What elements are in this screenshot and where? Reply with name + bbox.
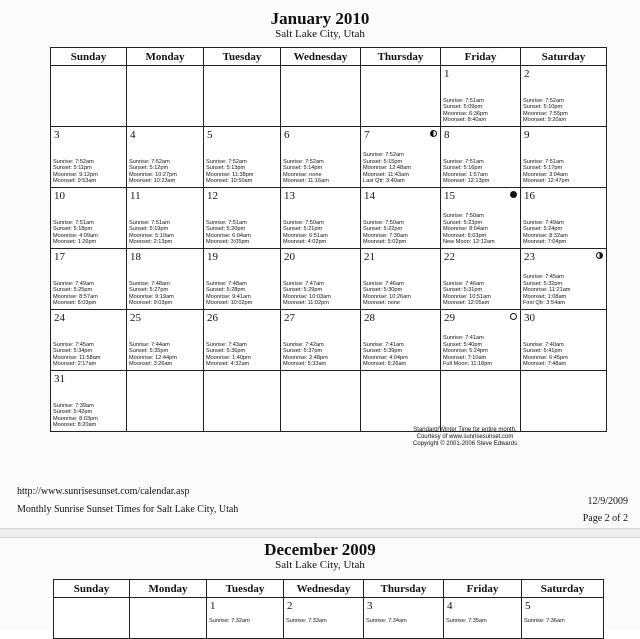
day-info: [51, 220, 126, 246]
day-info-line: Sunset: 5:35pm: [129, 348, 169, 355]
day-number: 2: [287, 600, 293, 612]
day-cell: [441, 127, 521, 188]
day-info-line: Moonrise: 6:04am: [206, 232, 251, 239]
day-number: 31: [54, 373, 65, 385]
empty-cell: [361, 371, 441, 432]
day-info-line: Moonrise: 4:09am: [53, 232, 98, 239]
day-info-line: Sunrise: 7:42am: [283, 341, 324, 348]
day-info-line: Sunset: 5:34pm: [53, 348, 93, 355]
day-cell: [127, 127, 204, 188]
day-info-line: Sunset: 5:39pm: [363, 348, 403, 355]
day-number: 22: [444, 251, 455, 263]
day-info: [51, 403, 126, 429]
day-info-line: Sunset: 5:15pm: [363, 158, 403, 165]
weekday-header: Thursday: [361, 48, 441, 66]
day-info-line: Sunset: 5:10pm: [523, 104, 563, 111]
day-cell: [204, 188, 281, 249]
day-cell: [361, 310, 441, 371]
first-quarter-moon-icon: [596, 252, 603, 259]
day-info: [281, 281, 360, 307]
day-info: [361, 220, 440, 246]
day-number: 28: [364, 312, 375, 324]
day-info-line: Moonset: none: [363, 300, 401, 307]
day-info-line: Moonset: 9:53am: [53, 178, 97, 185]
day-info: [207, 618, 283, 625]
day-cell: [364, 598, 444, 639]
day-info-line: Full Moon: 11:18pm: [443, 361, 493, 368]
day-info: [127, 281, 203, 307]
day-info: [281, 220, 360, 246]
day-info-line: Moonset: 9:03pm: [129, 300, 173, 307]
day-info: [361, 342, 440, 368]
day-info-line: Sunrise: 7:32am: [209, 618, 250, 624]
day-info-line: Sunrise: 7:43am: [206, 341, 247, 348]
day-info-line: Sunset: 5:14pm: [283, 165, 323, 172]
day-number: 8: [444, 129, 450, 141]
day-info-line: Moonrise: 4:04pm: [363, 354, 408, 361]
day-info-line: Moonset: 3:26am: [129, 361, 173, 368]
day-info: [281, 342, 360, 368]
new-moon-icon: [510, 191, 517, 198]
page-number: Page 2 of 2: [582, 513, 628, 524]
day-number: 30: [524, 312, 535, 324]
day-number: 2: [524, 68, 530, 80]
day-info: [441, 98, 520, 124]
day-info-line: Sunset: 5:27pm: [129, 287, 169, 294]
day-info: [521, 220, 606, 246]
day-cell: [207, 598, 284, 639]
weekday-header: Wednesday: [281, 48, 361, 66]
day-number: 1: [210, 600, 216, 612]
day-cell: [127, 249, 204, 310]
day-cell: [284, 598, 364, 639]
day-info-line: Moonset: 7:10am: [443, 354, 487, 361]
day-info-line: Moonset: 8:03pm: [53, 300, 97, 307]
day-info-line: Sunset: 5:23pm: [443, 219, 483, 226]
day-info-line: Sunset: 5:20pm: [206, 226, 246, 233]
day-cell: [441, 188, 521, 249]
day-info-line: Sunrise: 7:41am: [443, 335, 484, 342]
day-info-line: Sunset: 5:42pm: [53, 409, 93, 416]
day-info-line: Moonset: 7:04pm: [523, 239, 567, 246]
day-info-line: Sunrise: 7:47am: [283, 280, 324, 287]
weekday-header: Sunday: [51, 48, 127, 66]
day-info-line: Sunrise: 7:51am: [129, 219, 170, 226]
day-info-line: Sunrise: 7:36am: [524, 618, 565, 624]
source-url[interactable]: http://www.sunrisesunset.com/calendar.asp: [17, 486, 190, 497]
day-info-line: Sunrise: 7:46am: [363, 280, 404, 287]
day-cell: [127, 188, 204, 249]
day-info-line: Moonrise: 11:38pm: [206, 171, 254, 178]
day-number: 12: [207, 190, 218, 202]
empty-cell: [361, 66, 441, 127]
empty-cell: [281, 371, 361, 432]
day-cell: [127, 310, 204, 371]
weekday-header: Wednesday: [284, 580, 364, 598]
day-info-line: Sunset: 5:19pm: [129, 226, 169, 233]
day-info-line: Moonset: 10:50am: [206, 178, 253, 185]
day-info-line: Sunrise: 7:49am: [523, 219, 564, 226]
day-info: [127, 342, 203, 368]
weekday-header: Tuesday: [204, 48, 281, 66]
day-number: 27: [284, 312, 295, 324]
december-calendar-grid: [53, 579, 604, 639]
day-info-line: Moonrise: 12:48am: [363, 165, 411, 172]
day-cell: [441, 249, 521, 310]
day-info-line: Moonset: 6:03pm: [443, 232, 487, 239]
day-info-line: Sunset: 5:32pm: [523, 280, 563, 287]
day-number: 3: [54, 129, 60, 141]
day-info: [364, 618, 443, 625]
day-info-line: Moonset: 5:33am: [283, 361, 327, 368]
day-number: 7: [364, 129, 370, 141]
day-info-line: Moonrise: 5:10am: [129, 232, 174, 239]
day-number: 10: [54, 190, 65, 202]
day-info-line: Moonrise: 8:57am: [53, 293, 98, 300]
day-number: 24: [54, 312, 65, 324]
day-cell: [441, 310, 521, 371]
day-info-line: Moonset: 11:43am: [363, 171, 409, 178]
day-number: 5: [207, 129, 213, 141]
empty-cell: [281, 66, 361, 127]
day-info-line: Sunrise: 7:34am: [366, 618, 407, 624]
day-cell: [51, 310, 127, 371]
day-number: 26: [207, 312, 218, 324]
day-info: [284, 618, 363, 625]
day-info-line: Sunrise: 7:41am: [363, 341, 404, 348]
day-info: [281, 159, 360, 185]
day-cell: [521, 188, 607, 249]
footnote-line: Courtesy of www.sunrisesunset.com: [416, 434, 514, 440]
day-info-line: Sunset: 5:30pm: [363, 287, 403, 294]
empty-cell: [51, 66, 127, 127]
day-info-line: First Qtr: 3:54am: [523, 300, 565, 307]
calendar-footnote: [330, 427, 600, 448]
day-number: 20: [284, 251, 295, 263]
day-cell: [521, 249, 607, 310]
january-calendar-grid: [50, 47, 607, 432]
day-info-line: Moonset: 9:20am: [523, 117, 567, 124]
day-info-line: Sunrise: 7:45am: [523, 274, 564, 281]
day-info: [444, 618, 521, 625]
day-info-line: Sunset: 5:41pm: [523, 348, 563, 355]
day-info-line: Sunrise: 7:39am: [53, 402, 94, 409]
day-info-line: Sunset: 5:22pm: [363, 226, 403, 233]
day-info-line: Sunrise: 7:51am: [443, 158, 484, 165]
weekday-header: Thursday: [364, 580, 444, 598]
day-info-line: Moonset: 4:32am: [206, 361, 250, 368]
weekday-header: Sunday: [54, 580, 130, 598]
day-info-line: Moonrise: 10:03am: [283, 293, 331, 300]
day-info-line: New Moon: 12:12am: [443, 239, 495, 246]
day-number: 4: [130, 129, 136, 141]
day-cell: [361, 188, 441, 249]
day-info-line: Sunrise: 7:52am: [53, 158, 94, 165]
day-info-line: Sunrise: 7:50am: [443, 213, 484, 220]
day-number: 5: [525, 600, 531, 612]
day-cell: [204, 249, 281, 310]
day-info-line: Sunset: 5:17pm: [523, 165, 563, 172]
day-cell: [51, 371, 127, 432]
day-cell: [281, 310, 361, 371]
day-info: [51, 159, 126, 185]
day-info: [521, 159, 606, 185]
day-info-line: Sunrise: 7:46am: [443, 280, 484, 287]
day-info-line: Moonrise: 5:24pm: [443, 348, 488, 355]
day-number: 14: [364, 190, 375, 202]
day-info-line: Moonset: 5:02pm: [363, 239, 407, 246]
empty-cell: [127, 66, 204, 127]
day-cell: [444, 598, 522, 639]
day-number: 15: [444, 190, 455, 202]
day-info-line: Sunrise: 7:50am: [283, 219, 324, 226]
day-info-line: Moonrise: 9:12pm: [53, 171, 98, 178]
page-separator: [0, 528, 640, 538]
day-info-line: Moonset: 1:26pm: [53, 239, 97, 246]
day-number: 21: [364, 251, 375, 263]
day-info-line: Moonset: 11:16am: [283, 178, 329, 185]
day-info-line: Sunset: 5:11pm: [53, 165, 92, 172]
day-cell: [441, 66, 521, 127]
day-number: 9: [524, 129, 530, 141]
day-info-line: Moonrise: 6:36pm: [443, 110, 488, 117]
day-info-line: Sunrise: 7:44am: [129, 341, 170, 348]
weekday-header: Friday: [441, 48, 521, 66]
day-info-line: Moonrise: 6:51am: [283, 232, 328, 239]
empty-cell: [54, 598, 130, 639]
day-number: 1: [444, 68, 450, 80]
day-info-line: Sunrise: 7:51am: [443, 97, 484, 104]
day-cell: [522, 598, 604, 639]
calendar-location-december: Salt Lake City, Utah: [275, 559, 365, 571]
footnote-line: Copyright © 2001-2006 Steve Edwards: [412, 441, 518, 447]
day-info: [51, 281, 126, 307]
weekday-header: Saturday: [521, 48, 607, 66]
day-info-line: Moonset: 11:02pm: [283, 300, 329, 307]
day-info-line: Moonrise: 12:44pm: [129, 354, 177, 361]
day-info-line: Sunset: 5:24pm: [523, 226, 563, 233]
day-info-line: Sunset: 5:37pm: [283, 348, 323, 355]
day-info-line: Sunset: 5:18pm: [53, 226, 93, 233]
day-number: 11: [130, 190, 141, 202]
day-info: [204, 281, 280, 307]
day-number: 6: [284, 129, 290, 141]
day-info-line: Moonset: 8:20am: [53, 422, 97, 429]
calendar-title-december: December 2009: [264, 540, 376, 559]
day-number: 4: [447, 600, 453, 612]
day-info-line: Moonrise: 6:45pm: [523, 354, 568, 361]
day-info: [521, 98, 606, 124]
day-info-line: Sunrise: 7:35am: [446, 618, 487, 624]
empty-cell: [127, 371, 204, 432]
day-info-line: Moonset: 2:17am: [53, 361, 97, 368]
day-number: 13: [284, 190, 295, 202]
day-info: [361, 152, 440, 185]
day-info-line: Moonrise: 1:40pm: [206, 354, 251, 361]
day-info-line: Moonset: 10:23am: [129, 178, 176, 185]
weekday-header: Monday: [130, 580, 207, 598]
day-cell: [361, 127, 441, 188]
day-info-line: Sunrise: 7:52am: [363, 152, 404, 159]
calendar-location: Salt Lake City, Utah: [275, 28, 365, 40]
day-info-line: Sunrise: 7:49am: [53, 280, 94, 287]
day-info-line: Sunrise: 7:52am: [206, 158, 247, 165]
day-info-line: Sunset: 5:13pm: [206, 165, 246, 172]
day-info: [204, 159, 280, 185]
day-info-line: Sunset: 5:28pm: [206, 287, 246, 294]
day-cell: [521, 127, 607, 188]
day-number: 16: [524, 190, 535, 202]
day-number: 23: [524, 251, 535, 263]
day-info-line: Sunrise: 7:48am: [206, 280, 247, 287]
day-info-line: Moonrise: 11:58am: [53, 354, 101, 361]
day-info-line: Moonset: 12:05am: [443, 300, 490, 307]
day-info: [204, 220, 280, 246]
day-info: [127, 159, 203, 185]
day-info-line: Sunrise: 7:51am: [523, 158, 564, 165]
print-date: 12/9/2009: [587, 496, 628, 507]
day-info-line: Moonset: 12:47pm: [523, 178, 570, 185]
footnote-line: Standard/Winter Time for entire month.: [413, 427, 517, 433]
day-info-line: Sunrise: 7:52am: [523, 97, 564, 104]
day-info: [441, 213, 520, 246]
day-info-line: Moonrise: none: [283, 171, 322, 178]
day-cell: [51, 188, 127, 249]
day-info-line: Moonrise: 2:48pm: [283, 354, 328, 361]
day-cell: [281, 249, 361, 310]
weekday-header: Tuesday: [207, 580, 284, 598]
day-info-line: Moonrise: 9:41am: [206, 293, 251, 300]
day-cell: [204, 127, 281, 188]
day-info-line: Moonset: 12:13pm: [443, 178, 490, 185]
day-info-line: Sunrise: 7:45am: [53, 341, 94, 348]
day-info-line: Moonrise: 8:32am: [523, 232, 568, 239]
day-info-line: Sunrise: 7:40am: [523, 341, 564, 348]
day-info-line: Moonrise: 8:03pm: [53, 415, 98, 422]
day-info: [127, 220, 203, 246]
day-info-line: Sunset: 5:09pm: [443, 104, 483, 111]
day-info: [521, 274, 606, 307]
day-info-line: Sunset: 5:40pm: [443, 341, 483, 348]
day-cell: [51, 249, 127, 310]
day-info-line: Moonset: 3:05pm: [206, 239, 250, 246]
day-info: [51, 342, 126, 368]
day-info: [441, 159, 520, 185]
day-number: 25: [130, 312, 141, 324]
day-info-line: Sunset: 5:16pm: [443, 165, 483, 172]
full-moon-icon: [510, 313, 517, 320]
empty-cell: [130, 598, 207, 639]
day-cell: [521, 310, 607, 371]
day-number: 29: [444, 312, 455, 324]
day-info-line: Moonrise: 10:51am: [443, 293, 491, 300]
day-info: [204, 342, 280, 368]
day-info-line: Moonrise: 10:26am: [363, 293, 411, 300]
weekday-header: Saturday: [522, 580, 604, 598]
empty-cell: [204, 66, 281, 127]
day-info-line: Sunrise: 7:33am: [286, 618, 327, 624]
weekday-header: Friday: [444, 580, 522, 598]
day-info-line: Moonset: 7:48am: [523, 361, 567, 368]
day-cell: [281, 127, 361, 188]
day-info-line: Sunset: 5:29pm: [283, 287, 323, 294]
day-info-line: Moonrise: 7:30am: [363, 232, 408, 239]
day-info-line: Sunrise: 7:51am: [206, 219, 247, 226]
day-number: 18: [130, 251, 141, 263]
day-number: 19: [207, 251, 218, 263]
day-info-line: Sunset: 5:36pm: [206, 348, 246, 355]
page-caption: Monthly Sunrise Sunset Times for Salt Lake City, Utah: [17, 504, 239, 515]
day-number: 17: [54, 251, 65, 263]
day-info-line: Moonrise: 9:19am: [129, 293, 174, 300]
day-info-line: Moonrise: 10:27pm: [129, 171, 177, 178]
day-cell: [204, 310, 281, 371]
day-info-line: Moonrise: 8:04am: [443, 226, 488, 233]
day-info-line: Sunrise: 7:51am: [53, 219, 94, 226]
day-info-line: Last Qtr: 3:40am: [363, 178, 405, 185]
day-info: [441, 335, 520, 368]
day-number: 3: [367, 600, 373, 612]
calendar-title: January 2010: [270, 9, 370, 28]
day-cell: [51, 127, 127, 188]
day-info-line: Moonset: 4:02pm: [283, 239, 327, 246]
day-info-line: Moonset: 8:40am: [443, 117, 487, 124]
last-quarter-moon-icon: [430, 130, 437, 137]
day-info-line: Sunset: 5:12pm: [129, 165, 169, 172]
day-cell: [521, 66, 607, 127]
day-info-line: Moonset: 1:08am: [523, 293, 567, 300]
day-info-line: Moonrise: 1:57am: [443, 171, 488, 178]
day-info-line: Moonset: 10:02pm: [206, 300, 253, 307]
day-info: [441, 281, 520, 307]
day-info-line: Moonset: 6:26am: [363, 361, 407, 368]
day-cell: [361, 249, 441, 310]
empty-cell: [521, 371, 607, 432]
day-info-line: Moonrise: 11:21am: [523, 287, 571, 294]
weekday-header: Monday: [127, 48, 204, 66]
day-info-line: Sunrise: 7:52am: [283, 158, 324, 165]
day-info-line: Sunrise: 7:48am: [129, 280, 170, 287]
day-info-line: Sunrise: 7:50am: [363, 219, 404, 226]
day-info-line: Sunset: 5:25pm: [53, 287, 93, 294]
day-info-line: Moonrise: 3:04am: [523, 171, 568, 178]
day-info: [522, 618, 603, 625]
day-info-line: Sunrise: 7:52am: [129, 158, 170, 165]
day-info-line: Sunset: 5:21pm: [283, 226, 323, 233]
day-info: [361, 281, 440, 307]
day-info: [521, 342, 606, 368]
day-info-line: Moonrise: 7:55pm: [523, 110, 568, 117]
day-cell: [281, 188, 361, 249]
day-info-line: Sunset: 5:31pm: [443, 287, 483, 294]
empty-cell: [441, 371, 521, 432]
day-info-line: Moonset: 2:13pm: [129, 239, 173, 246]
empty-cell: [204, 371, 281, 432]
